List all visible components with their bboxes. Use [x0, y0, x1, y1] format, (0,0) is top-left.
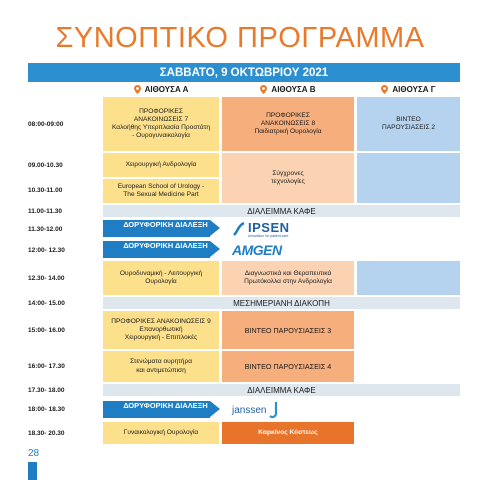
session-title: ΒΙΝΤΕΟ ΠΑΡΟΥΣΙΑΣΕΙΣ 4	[244, 362, 332, 371]
session-title: ΒΙΝΤΕΟ	[396, 115, 421, 123]
time-slot: 09.00-10.30	[28, 161, 63, 169]
time-slot: 18:00- 18.30	[28, 405, 65, 413]
ipsen-mark-icon	[232, 221, 246, 237]
room-g-label: ΑΙΘΟΥΣΑ Γ	[392, 85, 436, 94]
session-title: Γυναικολογική Ουρολογία	[123, 428, 199, 436]
satellite-lecture: ΔΟΡΥΦΟΡΙΚΗ ΔΙΑΛΕΞΗ	[103, 220, 210, 237]
time-slot: 11.00-11.30	[28, 207, 62, 215]
session-title: ΠΑΡΟΥΣΙΑΣΕΙΣ 2	[381, 124, 436, 131]
location-pin-icon	[134, 85, 141, 94]
session-title: ΠΡΟΦΟΡΙΚΕΣ	[139, 107, 183, 115]
day-header: ΣΑΒΒΑΤΟ, 9 ΟΚΤΩΒΡΙΟΥ 2021	[28, 63, 460, 82]
janssen-logo	[232, 399, 280, 421]
session-title: Ουρολογία	[145, 278, 177, 285]
session-title: Χειρουργική Ανδρολογία	[125, 160, 197, 168]
arrow-icon	[210, 220, 220, 236]
time-slot: 15:00- 16.00	[28, 326, 65, 334]
session-subtitle: Παιδιατρική Ουρολογία	[254, 128, 322, 136]
empty-slot	[357, 153, 460, 203]
session-title: ΒΙΝΤΕΟ ΠΑΡΟΥΣΙΑΣΕΙΣ 3	[244, 325, 332, 335]
ipsen-tagline: Innovation for patient care	[248, 233, 289, 238]
janssen-mark-icon	[268, 401, 280, 419]
session-andrology-surgery	[103, 153, 219, 177]
session-subtitle: Καλοήθης Υπερπλασία Προστάτη	[111, 124, 210, 131]
session-title: European School of Urology -	[117, 182, 205, 190]
empty-slot	[357, 261, 460, 295]
janssen-logo-text: janssen	[232, 404, 267, 416]
session-title: Διαγνωστικά και Θεραπευτικά	[244, 269, 332, 277]
time-slot: 17.30- 18.00	[28, 386, 65, 394]
session-title: Σύγχρονες	[272, 169, 304, 177]
time-slot: 08:00-09:00	[28, 120, 64, 128]
session-title: ΠΡΟΦΟΡΙΚΕΣ	[266, 111, 310, 119]
time-slot: 16:00- 17.30	[28, 363, 65, 370]
page-marker	[28, 462, 37, 480]
amgen-logo	[232, 240, 282, 259]
location-pin-icon	[260, 85, 267, 94]
ipsen-logo-text: IPSEN	[248, 219, 290, 235]
room-a-header	[103, 83, 219, 96]
arrow-icon	[210, 241, 220, 257]
session-title: Καρκίνος Κύστεως	[258, 428, 318, 436]
room-g-header	[357, 83, 460, 96]
session-oral-9	[103, 311, 219, 349]
session-subtitle: Επανορθωτική	[139, 325, 183, 333]
session-video-3	[222, 311, 354, 349]
session-title: Στενώματα ουρητήρα	[129, 358, 193, 366]
session-subtitle: - Ουρογυναικολογία	[132, 132, 190, 140]
session-title: Πρωτόκολλα στην Ανδρολογία	[244, 278, 332, 285]
session-bladder-cancer	[222, 422, 354, 444]
time-slot: 10.30-11.00	[28, 187, 63, 194]
satellite-lecture: ΔΟΡΥΦΟΡΙΚΗ ΔΙΑΛΕΞΗ	[103, 401, 210, 418]
session-video-2	[357, 97, 460, 151]
session-subtitle: Χειρουργική - Επιπλοκές	[124, 334, 198, 342]
room-b-label: ΑΙΘΟΥΣΑ Β	[271, 85, 316, 94]
session-title: ΠΡΟΦΟΡΙΚΕΣ ΑΝΑΚΟΙΝΩΣΕΙΣ 9	[111, 317, 211, 325]
session-title: Ουροδυναμική - Λειτουργική	[119, 269, 203, 277]
session-video-4	[222, 351, 354, 382]
lunch-break: ΜΕΣΗΜΕΡΙΑΝΗ ΔΙΑΚΟΠΗ	[103, 297, 460, 309]
room-b-header	[222, 83, 354, 96]
session-title: και αντιμετώπιση	[136, 366, 186, 374]
session-urodynamics	[103, 261, 219, 295]
session-modern-technologies	[222, 153, 354, 203]
time-slot: 12.30- 14.00	[28, 274, 65, 282]
session-title: The Sexual Medicine Part	[123, 191, 199, 198]
session-title: τεχνολογίες	[271, 178, 305, 185]
time-slot: 18.30- 20.30	[28, 429, 65, 437]
amgen-logo-text: AMGEN	[232, 241, 282, 258]
time-slot: 14:00- 15.00	[28, 299, 65, 307]
session-andrology-protocols	[222, 261, 354, 295]
session-oral-8	[222, 97, 354, 151]
session-gyn-urology	[103, 422, 219, 444]
session-oral-7	[103, 97, 219, 151]
session-title: ΑΝΑΚΟΙΝΩΣΕΙΣ 8	[260, 119, 316, 127]
time-slot: 12:00- 12.30	[28, 246, 65, 254]
session-title: ΑΝΑΚΟΙΝΩΣΕΙΣ 7	[133, 115, 189, 123]
ipsen-logo	[232, 219, 290, 239]
satellite-lecture: ΔΟΡΥΦΟΡΙΚΗ ΔΙΑΛΕΞΗ	[103, 241, 210, 258]
location-pin-icon	[381, 85, 388, 94]
page-number: 28	[28, 448, 40, 459]
time-slot: 11.30-12.00	[28, 226, 63, 233]
arrow-icon	[210, 401, 220, 417]
page-title: ΣΥΝΟΠΤΙΚΟ ΠΡΟΓΡΑΜΜΑ	[55, 22, 425, 54]
session-esu	[103, 179, 219, 203]
room-a-label: ΑΙΘΟΥΣΑ Α	[144, 85, 189, 94]
coffee-break: ΔΙΑΛΕΙΜΜΑ ΚΑΦΕ	[103, 384, 460, 396]
session-ureteral-strictures	[103, 351, 219, 382]
coffee-break: ΔΙΑΛΕΙΜΜΑ ΚΑΦΕ	[103, 205, 460, 217]
